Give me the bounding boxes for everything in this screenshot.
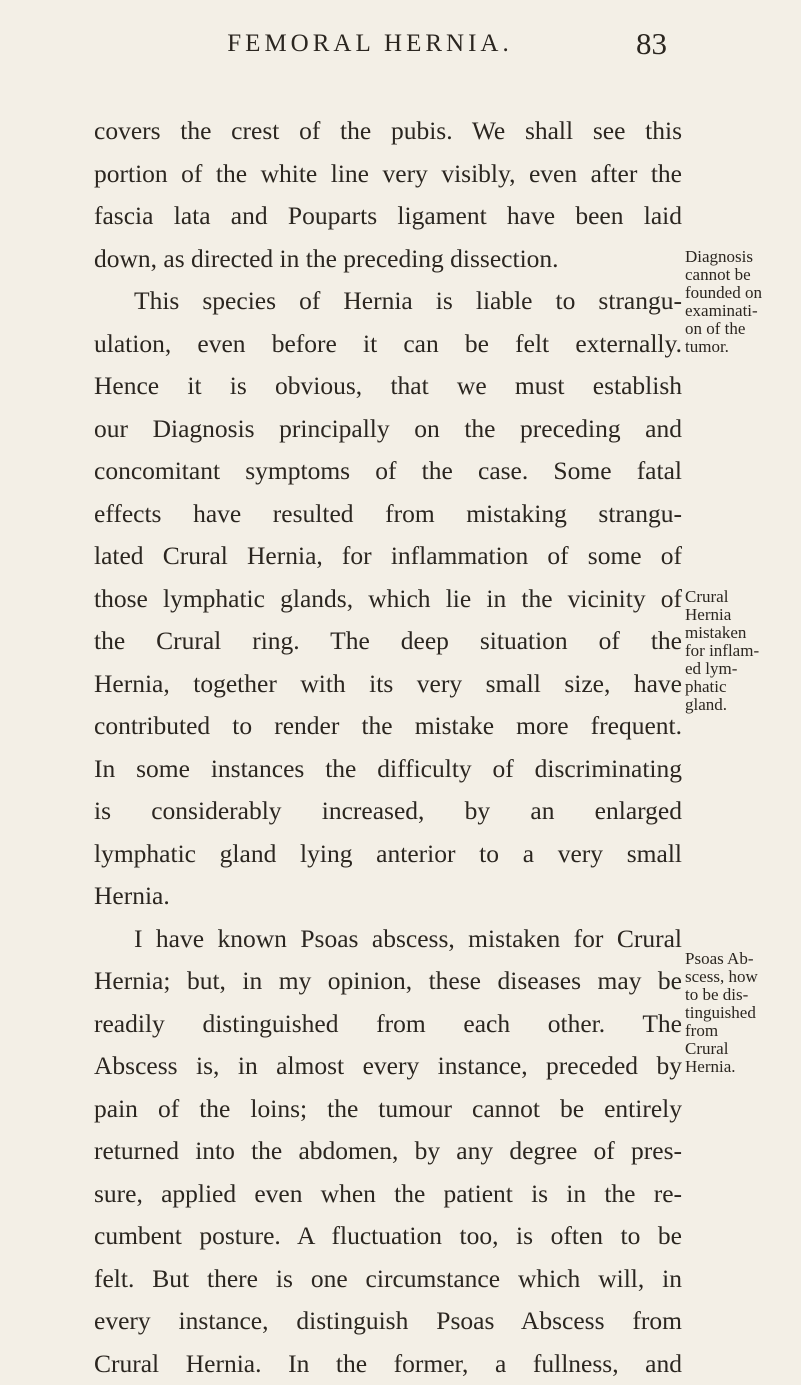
margin-note-line: for inflam- xyxy=(685,642,797,660)
margin-note-line: ed lym- xyxy=(685,660,797,678)
text-line: pain of the loins; the tumour cannot be entirely xyxy=(94,1088,682,1131)
margin-note-psoas xyxy=(685,950,797,1076)
text-line: Hernia, together with its very small size, have xyxy=(94,663,682,706)
text-line: returned into the abdomen, by any degree of pres- xyxy=(94,1130,682,1173)
text-line: fascia lata and Pouparts ligament have been laid xyxy=(94,195,682,238)
text-line: the Crural ring. The deep situation of the xyxy=(94,620,682,663)
margin-note-line: phatic xyxy=(685,678,797,696)
margin-note-line: from xyxy=(685,1022,797,1040)
text-line: contributed to render the mistake more frequent. xyxy=(94,705,682,748)
text-line: lated Crural Hernia, for inflammation of some of xyxy=(94,535,682,578)
text-line: ulation, even before it can be felt externally. xyxy=(94,323,682,366)
margin-note-line: scess, how xyxy=(685,968,797,986)
text-line: In some instances the difficulty of discriminating xyxy=(94,748,682,791)
running-head xyxy=(0,22,801,62)
margin-note-crural-hernia xyxy=(685,588,797,714)
margin-note-line: cannot be xyxy=(685,266,797,284)
text-line: our Diagnosis principally on the preceding and xyxy=(94,408,682,451)
text-line: I have known Psoas abscess, mistaken for Crural xyxy=(94,918,682,961)
margin-note-line: mistaken xyxy=(685,624,797,642)
text-line: Abscess is, in almost every instance, preceded by xyxy=(94,1045,682,1088)
margin-note-line: Crural xyxy=(685,1040,797,1058)
margin-note-line: tumor. xyxy=(685,338,797,356)
text-line: lymphatic gland lying anterior to a very small xyxy=(94,833,682,876)
margin-note-line: Crural xyxy=(685,588,797,606)
running-title: FEMORAL HERNIA. xyxy=(120,30,620,58)
text-line: Hernia; but, in my opinion, these diseases may be xyxy=(94,960,682,1003)
margin-note-line: Diagnosis xyxy=(685,248,797,266)
text-line: sure, applied even when the patient is in the re- xyxy=(94,1173,682,1216)
text-line: This species of Hernia is liable to strangu- xyxy=(94,280,682,323)
text-line: down, as directed in the preceding dissection. xyxy=(94,238,682,281)
text-line: every instance, distinguish Psoas Abscess from xyxy=(94,1300,682,1343)
body-text xyxy=(94,110,682,1385)
text-line: is considerably increased, by an enlarged xyxy=(94,790,682,833)
text-line: cumbent posture. A fluctuation too, is often to be xyxy=(94,1215,682,1258)
text-line: those lymphatic glands, which lie in the vicinity of xyxy=(94,578,682,621)
text-line: effects have resulted from mistaking strangu- xyxy=(94,493,682,536)
margin-note-line: founded on xyxy=(685,284,797,302)
margin-note-line: on of the xyxy=(685,320,797,338)
text-line: covers the crest of the pubis. We shall see this xyxy=(94,110,682,153)
margin-note-line: Hernia xyxy=(685,606,797,624)
margin-note-line: to be dis- xyxy=(685,986,797,1004)
text-line: portion of the white line very visibly, even after the xyxy=(94,153,682,196)
margin-note-line: examinati- xyxy=(685,302,797,320)
text-line: Hernia. xyxy=(94,875,682,918)
text-line: readily distinguished from each other. The xyxy=(94,1003,682,1046)
margin-note-line: tinguished xyxy=(685,1004,797,1022)
page-number: 83 xyxy=(636,26,667,62)
margin-note-line: Hernia. xyxy=(685,1058,797,1076)
margin-note-diagnosis xyxy=(685,248,797,356)
text-line: Crural Hernia. In the former, a fullness, and xyxy=(94,1343,682,1385)
text-line: felt. But there is one circumstance which will, in xyxy=(94,1258,682,1301)
text-line: Hence it is obvious, that we must establish xyxy=(94,365,682,408)
text-line: concomitant symptoms of the case. Some fatal xyxy=(94,450,682,493)
margin-note-line: gland. xyxy=(685,696,797,714)
margin-note-line: Psoas Ab- xyxy=(685,950,797,968)
